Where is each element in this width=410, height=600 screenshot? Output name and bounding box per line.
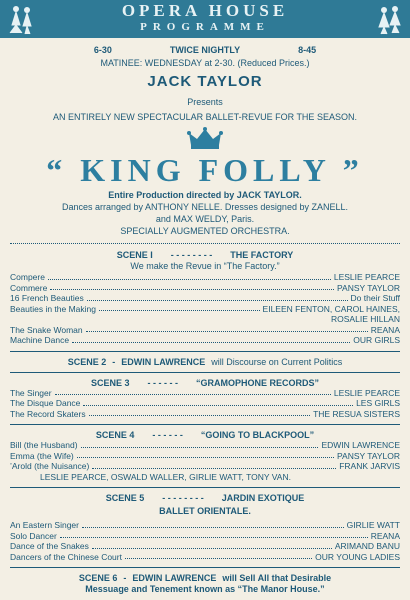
divider: [10, 567, 400, 568]
scene-dash: -: [123, 573, 127, 583]
leader-dots: [89, 409, 310, 417]
scene-dashes: - - - - - -: [152, 430, 183, 440]
cast-row: [10, 461, 400, 472]
scene-text-continued: Messuage and Tenement known as “The Manor House.”: [85, 584, 325, 594]
scene-dash: -: [112, 356, 116, 367]
presents-line: Presents: [187, 97, 223, 107]
divider: [10, 372, 400, 373]
scene-dashes: - - - - - - - -: [170, 250, 213, 260]
scene-heading: [10, 250, 400, 260]
cast-row: [10, 325, 400, 336]
show-times: [10, 45, 400, 55]
ensemble: LESLIE PEARCE, OSWALD WALLER, GIRLIE WATT, TONY VAN.: [40, 471, 291, 482]
scene-heading: [10, 573, 400, 583]
leader-dots: [48, 272, 331, 280]
performer: LESLIE PEARCE: [333, 387, 400, 398]
performer: ROSALIE HILLAN: [331, 314, 400, 324]
leader-dots: [77, 451, 334, 459]
divider: [10, 243, 400, 244]
cast-row: [10, 272, 400, 283]
performer: GIRLIE WATT: [346, 520, 400, 530]
leader-dots: [72, 335, 350, 343]
scene-label: SCENE 4: [95, 430, 135, 440]
scene-title: JARDIN EXOTIQUE: [221, 493, 305, 503]
cast-list: [10, 440, 400, 482]
time-early: 6-30: [93, 45, 112, 55]
performer: EDWIN LAWRENCE: [321, 440, 400, 450]
role: Commere: [10, 282, 48, 293]
performer: FRANK JARVIS: [339, 461, 400, 471]
cast-row: [10, 409, 400, 420]
cast-list: [10, 520, 400, 562]
leader-dots: [55, 388, 331, 396]
leader-dots: [83, 398, 353, 406]
role: The Record Skaters: [10, 408, 86, 419]
cast-row: [10, 440, 400, 451]
leader-dots: [99, 304, 260, 312]
scene-performer: EDWIN LAWRENCE: [121, 356, 206, 367]
scene-heading: [10, 357, 400, 367]
leader-dots: [81, 440, 319, 448]
performer: LES GIRLS: [356, 398, 400, 408]
role: The Disque Dance: [10, 398, 81, 408]
scene-subtitle: BALLET ORIENTALE.: [159, 506, 251, 516]
cast-row: [10, 335, 400, 346]
scene-label: SCENE 2: [67, 356, 107, 367]
matinee-line: MATINEE: WEDNESDAY at 2-30. (Reduced Prices.): [100, 58, 310, 68]
scene-text: will Sell All that Desirable: [222, 573, 332, 583]
role: Compere: [10, 272, 45, 282]
cast-row: [10, 541, 400, 552]
role: Solo Dancer: [10, 530, 57, 541]
role: ’Arold (the Nuisance): [10, 461, 90, 471]
cast-row: [10, 451, 400, 462]
ensemble-row: [10, 472, 400, 483]
role: An Eastern Singer: [10, 520, 79, 530]
performer: OUR YOUNG LADIES: [315, 551, 400, 562]
cast-row: [10, 552, 400, 563]
scene-heading: [10, 493, 400, 503]
cast-row: [10, 388, 400, 399]
cast-row: [10, 293, 400, 304]
credit-director: Entire Production directed by JACK TAYLOR.: [108, 190, 302, 200]
dancers-icon: [374, 3, 404, 35]
credit-orchestra: SPECIALLY AUGMENTED ORCHESTRA.: [120, 226, 290, 236]
divider: [10, 424, 400, 425]
scene-dashes: - - - - - -: [147, 377, 178, 388]
cast-row: [10, 314, 400, 325]
leader-dots: [87, 293, 348, 301]
scene-label: SCENE 5: [105, 493, 145, 503]
scene-label: SCENE I: [116, 250, 153, 260]
header-banner: [0, 0, 410, 38]
performer: THE RESUA SISTERS: [313, 408, 400, 419]
scene-text: will Discourse on Current Politics: [211, 356, 343, 367]
leader-dots: [50, 283, 334, 291]
description-line: AN ENTIRELY NEW SPECTACULAR BALLET-REVUE FOR THE SEASON.: [53, 112, 357, 122]
role: Machine Dance: [10, 335, 70, 345]
performer: PANSY TAYLOR: [337, 450, 400, 461]
banner-title: OPERA HOUSE: [121, 1, 289, 20]
credit-dances: Dances arranged by ANTHONY NELLE. Dresses designed by ZANELL.: [62, 202, 348, 212]
role: Dancers of the Chinese Court: [10, 551, 122, 562]
scene-label: SCENE 6: [78, 573, 118, 583]
role: The Singer: [10, 387, 52, 398]
role: Bill (the Husband): [10, 440, 78, 450]
divider: [10, 487, 400, 488]
cast-row: [10, 531, 400, 542]
leader-dots: [92, 541, 332, 549]
producer-name: JACK TAYLOR: [147, 73, 263, 90]
role: Beauties in the Making: [10, 303, 96, 314]
role: Emma (the Wife): [10, 450, 74, 461]
scene-performer: EDWIN LAWRENCE: [132, 573, 217, 583]
scene-title: THE FACTORY: [230, 250, 294, 260]
cast-row: [10, 304, 400, 315]
credit-dresses: and MAX WELDY, Paris.: [155, 214, 255, 224]
cast-list: [10, 388, 400, 420]
performer: LESLIE PEARCE: [333, 272, 400, 282]
role: 16 French Beauties: [10, 293, 84, 303]
scene-note: We make the Revue in “The Factory.”: [130, 261, 280, 271]
performer: Do their Stuff: [350, 293, 400, 303]
scene-label: SCENE 3: [90, 377, 130, 388]
leader-dots: [125, 552, 312, 560]
leader-dots: [82, 520, 344, 528]
scene-title: “GRAMOPHONE RECORDS”: [196, 377, 320, 388]
performer: PANSY TAYLOR: [337, 282, 400, 293]
performer: EILEEN FENTON, CAROL HAINES,: [262, 303, 400, 314]
crown-icon: [185, 125, 225, 151]
scene-title: “GOING TO BLACKPOOL”: [200, 430, 315, 440]
role: Dance of the Snakes: [10, 541, 89, 551]
leader-dots: [60, 531, 368, 539]
leader-dots: [86, 325, 368, 333]
show-title: “ KING FOLLY ”: [46, 152, 364, 188]
times-label: TWICE NIGHTLY: [169, 45, 241, 55]
banner-subtitle: PROGRAMME: [140, 21, 270, 33]
role: The Snake Woman: [10, 324, 83, 335]
leader-dots: [92, 461, 336, 469]
performer: REANA: [370, 324, 400, 335]
cast-list: [10, 272, 400, 346]
cast-row: [10, 398, 400, 409]
performer: ARIMAND BANU: [334, 541, 400, 551]
performer: OUR GIRLS: [353, 335, 400, 345]
divider: [10, 351, 400, 352]
time-late: 8-45: [298, 45, 317, 55]
performer: REANA: [370, 530, 400, 541]
scene-heading: [10, 430, 400, 440]
cast-row: [10, 520, 400, 531]
cast-row: [10, 283, 400, 294]
scene-dashes: - - - - - - - -: [162, 493, 204, 503]
scene-heading: [10, 378, 400, 388]
